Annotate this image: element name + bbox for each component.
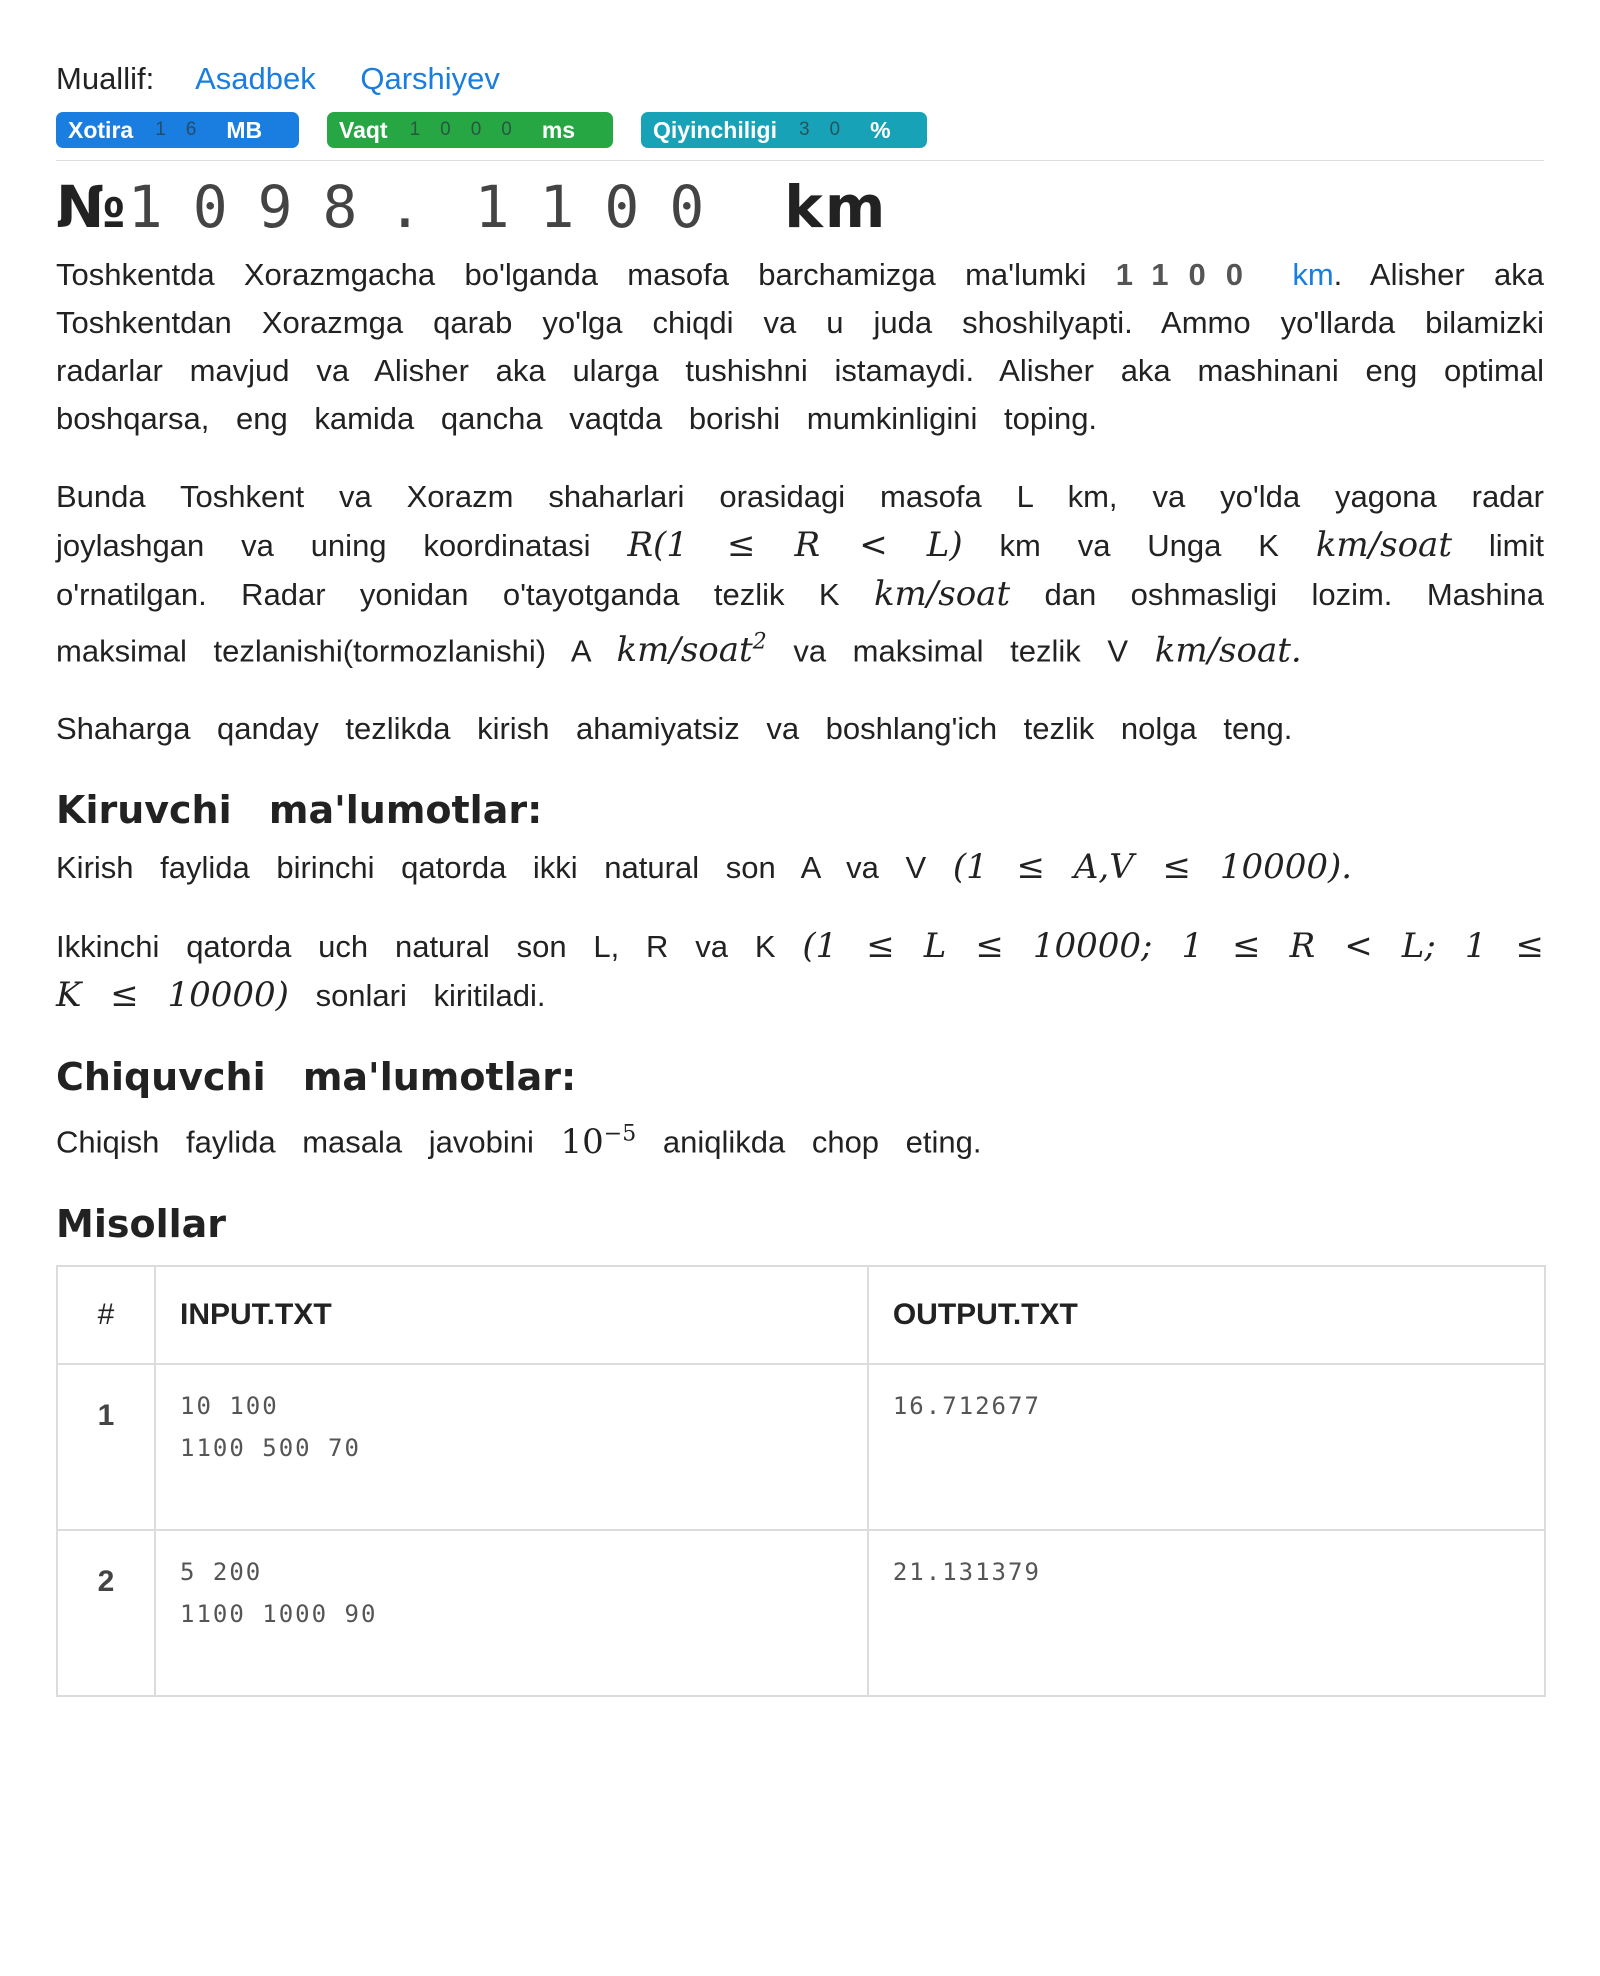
example-input: 10 100 1100 500 70 [155, 1364, 868, 1530]
divider [56, 160, 1544, 161]
math-exponent: −5 [603, 1121, 637, 1147]
title-unit: km [784, 173, 888, 241]
examples-heading: Misollar [56, 1201, 226, 1246]
author-last-name-link[interactable]: Qarshiyev [360, 61, 500, 96]
memory-limit-badge [56, 112, 299, 148]
input-heading: Kiruvchi ma'lumotlar: [56, 788, 543, 833]
problem-page [56, 56, 1544, 1697]
table-row [57, 1530, 1545, 1696]
title-distance: 1100 [474, 173, 735, 241]
math-formula: (1 ≤ L ≤ 10000; 1 ≤ R < L; 1 ≤ K ≤ 10000) [56, 926, 1544, 1016]
math-formula: km/soat [1315, 525, 1452, 565]
time-unit: ms [541, 116, 576, 143]
difficulty-label: Qiyinchiligi [653, 116, 777, 143]
author-first-name-link[interactable]: Asadbek [195, 61, 316, 96]
km-link[interactable]: km [1292, 257, 1334, 292]
example-output: 21.131379 [868, 1530, 1545, 1696]
title-number: 1098. [127, 173, 453, 241]
input-text: sonlari kiritiladi. [315, 978, 546, 1014]
column-header-index: # [57, 1266, 155, 1364]
limits-badges [56, 112, 1544, 148]
column-header-input: INPUT.TXT [155, 1266, 868, 1364]
input-text: Kirish faylida birinchi qatorda ikki natural son A va V [56, 850, 927, 886]
math-formula: km/soat. [1154, 630, 1302, 671]
memory-value: 16 [155, 119, 217, 140]
example-input: 5 200 1100 1000 90 [155, 1530, 868, 1696]
math-formula [561, 1122, 637, 1162]
statement-text: km va Unga K [999, 528, 1279, 563]
statement-text: dan oshmasligi lozim. Mashina maksimal tezlanishi(tormozlanishi) A [56, 577, 1544, 669]
time-value: 1000 [409, 119, 532, 140]
difficulty-unit: % [870, 116, 891, 143]
output-text: aniqlikda chop eting. [662, 1124, 982, 1160]
examples-table [56, 1265, 1546, 1697]
distance-value: 1100 [1115, 257, 1264, 292]
math-exponent: 2 [752, 630, 767, 655]
page-title [56, 169, 1544, 245]
time-limit-badge [327, 112, 613, 148]
time-label: Vaqt [339, 116, 388, 143]
math-formula: R(1 ≤ R < L) [627, 525, 963, 565]
statement-text: Bunda Toshkent va Xorazm shaharlari orasidagi masofa L km, va yo'lda yagona radar joylashgan va uning koordinatasi [56, 479, 1544, 563]
author-label: Muallif: [56, 61, 155, 96]
difficulty-value: 30 [798, 119, 861, 140]
math-base: km/soat [616, 630, 753, 671]
example-output: 16.712677 [868, 1364, 1545, 1530]
statement-paragraph-3: Shaharga qanday tezlikda kirish ahamiyatsiz va boshlang'ich tezlik nolga teng. [56, 711, 1293, 747]
math-formula: km/soat [873, 574, 1011, 614]
output-heading: Chiquvchi ma'lumotlar: [56, 1055, 577, 1100]
memory-unit: MB [226, 116, 263, 143]
statement-paragraph-2 [56, 473, 1544, 675]
statement-text: . Alisher aka Toshkentdan Xorazmga qarab yo'lga chiqdi va u juda shoshilyapti. Ammo yo'llarda bilamizki radarlar mavjud va Alisher aka ularga tushishni istamaydi. Alisher aka mashinani eng optimal boshqarsa, eng kamida qancha vaqtda borishi mumkinligini toping. [56, 257, 1544, 436]
input-line-1 [56, 843, 1544, 892]
row-index: 1 [57, 1364, 155, 1530]
table-row [57, 1364, 1545, 1530]
math-formula: (1 ≤ A,V ≤ 10000). [952, 847, 1353, 888]
input-line-2 [56, 922, 1544, 1020]
author-line [56, 56, 1544, 102]
statement-paragraph-1 [56, 251, 1544, 443]
math-base: 10 [560, 1121, 604, 1162]
statement-text: limit o'rnatilgan. Radar yonidan o'tayotganda tezlik K [56, 528, 1544, 612]
row-index: 2 [57, 1530, 155, 1696]
statement-text: Toshkentda Xorazmgacha bo'lganda masofa barchamizga ma'lumki [56, 257, 1087, 292]
statement-text: va maksimal tezlik V [793, 633, 1129, 669]
math-formula [617, 630, 767, 670]
title-symbol: № [56, 173, 128, 241]
output-line [56, 1110, 1544, 1166]
table-header-row [57, 1266, 1545, 1364]
memory-label: Xotira [68, 116, 134, 143]
output-text: Chiqish faylida masala javobini [56, 1124, 534, 1160]
input-text: Ikkinchi qatorda uch natural son L, R va K [56, 929, 776, 965]
difficulty-badge [641, 112, 927, 148]
column-header-output: OUTPUT.TXT [868, 1266, 1545, 1364]
